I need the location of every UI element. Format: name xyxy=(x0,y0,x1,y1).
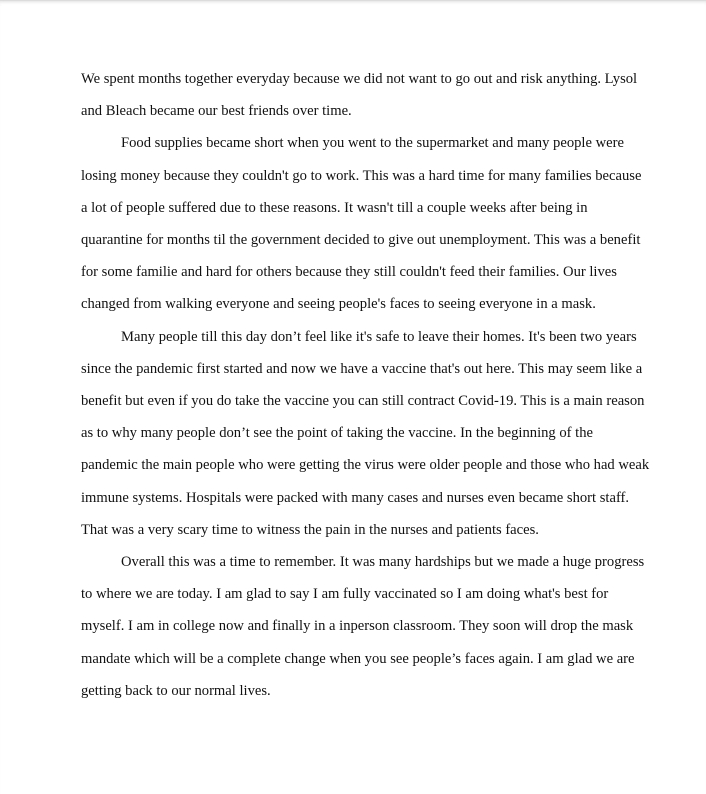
paragraph-first-line: Many people till this day don’t feel like it's safe to leave their homes. It's been two years xyxy=(121,328,637,345)
text-line: quarantine for months til the government decided to give out unemployment. This was a benefit xyxy=(81,232,641,249)
text-line: We spent months together everyday because we did not want to go out and risk anything. Lysol xyxy=(81,71,638,87)
paragraph-first-line: Overall this was a time to remember. It was many hardships but we made a huge progress xyxy=(121,554,645,571)
text-line: losing money because they couldn't go to work. This was a hard time for many families because xyxy=(81,167,642,184)
text-line: to where we are today. I am glad to say I am fully vaccinated so I am doing what's best for xyxy=(81,586,609,603)
text-line: a lot of people suffered due to these reasons. It wasn't till a couple weeks after being in xyxy=(81,199,588,216)
text-line: since the pandemic first started and now we have a vaccine that's out here. This may seem like a xyxy=(81,360,643,377)
text-line: benefit but even if you do take the vaccine you can still contract Covid-19. This is a main reason xyxy=(81,393,645,410)
text-line: immune systems. Hospitals were packed with many cases and nurses even became short staff. xyxy=(81,489,630,506)
text-line: pandemic the main people who were getting the virus were older people and those who had weak xyxy=(81,457,650,474)
text-line: mandate which will be a complete change when you see people’s faces again. I am glad we are xyxy=(81,650,635,667)
text-line: changed from walking everyone and seeing people's faces to seeing everyone in a mask. xyxy=(81,296,596,313)
text-line: That was a very scary time to witness the pain in the nurses and patients faces. xyxy=(81,521,539,538)
text-line: getting back to our normal lives. xyxy=(81,682,271,699)
text-line: for some familie and hard for others because they still couldn't feed their families. Our lives xyxy=(81,264,617,281)
essay-body-text xyxy=(81,63,650,707)
paragraph-first-line: Food supplies became short when you went to the supermarket and many people were xyxy=(121,135,624,152)
text-line: as to why many people don’t see the point of taking the vaccine. In the beginning of the xyxy=(81,425,593,442)
text-line: myself. I am in college now and finally in a inperson classroom. They soon will drop the mask xyxy=(81,618,634,635)
text-line: and Bleach became our best friends over time. xyxy=(81,103,352,120)
